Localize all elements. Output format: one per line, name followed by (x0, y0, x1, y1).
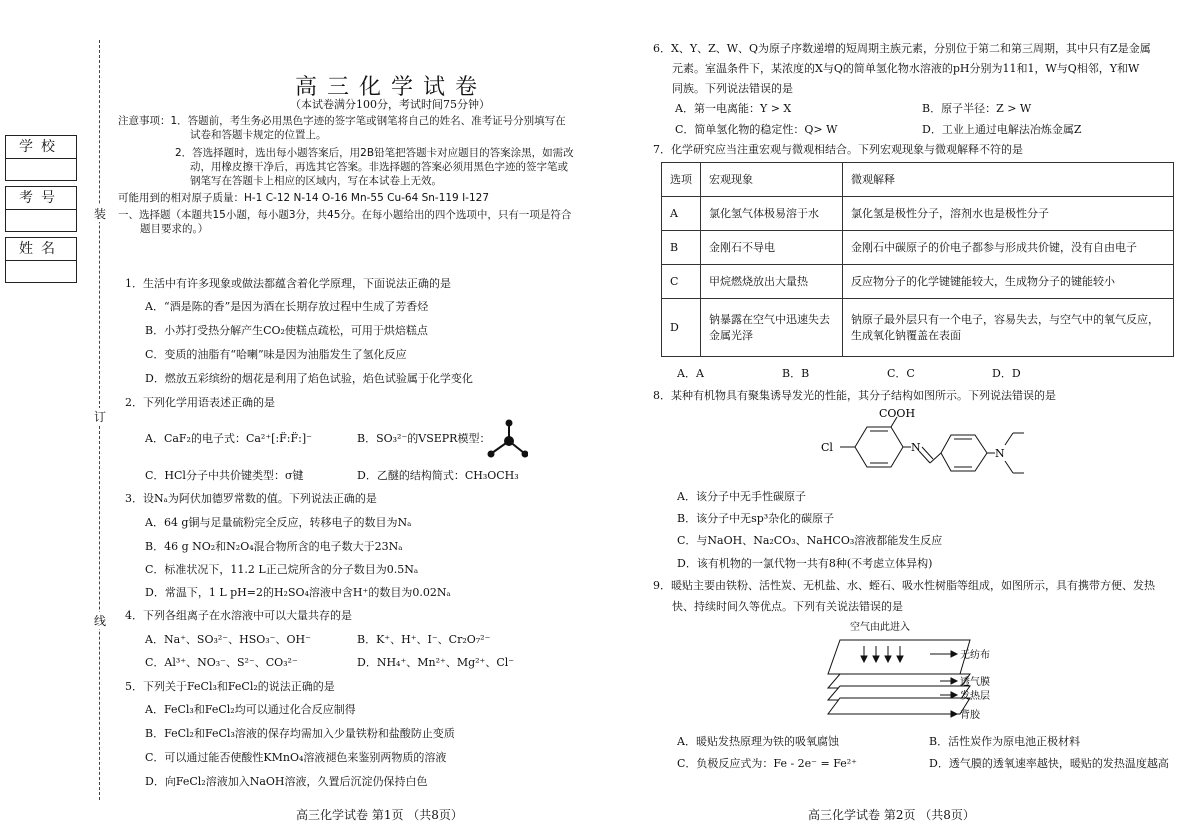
q6-option-c: C．简单氢化物的稳定性：Q> W (675, 123, 838, 136)
table-cell (843, 299, 1174, 357)
fig-label-air-inlet: 空气由此进入 (850, 622, 910, 633)
section-heading-cont: 题目要求的。） (140, 223, 209, 235)
question-6-line-3: 同族。下列说法错误的是 (672, 82, 793, 95)
q8-option-a: A．该分子中无手性碳原子 (677, 490, 806, 503)
school-label: 学校 (6, 136, 76, 159)
binding-mark-xian: 线 (94, 614, 107, 628)
hand-warmer-figure (820, 618, 1040, 726)
q2-option-c: C．HCl分子中共价键类型：σ键 (145, 469, 304, 482)
q7-table (661, 162, 1174, 357)
question-2: 2．下列化学用语表述正确的是 (125, 396, 275, 409)
notice-2b: 动，用橡皮擦干净后，再选其它答案。非选择题的答案必须用黑色字迹的签字笔或 (190, 161, 568, 173)
q7-option-c: C．C (887, 367, 915, 380)
q2-option-b: B．SO₃²⁻的VSEPR模型： (357, 432, 491, 445)
atomic-mass-line: 可能用到的相对原子质量：H-1 C-12 N-14 O-16 Mn-55 Cu-64 Sn-119 I-127 (118, 192, 489, 204)
notice-2a: 2．答选择题时，选出每小题答案后，用2B铅笔把答题卡对应题目的答案涂黑，如需改 (175, 147, 574, 159)
q4-option-b: B．K⁺、H⁺、I⁻、Cr₂O₇²⁻ (357, 633, 491, 646)
q6-option-b: B．原子半径：Z > W (922, 102, 1032, 115)
fig-label-heating-layer: 发热层 (960, 691, 990, 702)
question-9: 9．暖贴主要由铁粉、活性炭、无机盐、水、蛭石、吸水性树脂等组成，如图所示，具有携带方便、发热 (653, 579, 1155, 592)
q1-option-b: B．小苏打受热分解产生CO₂使糕点疏松，可用于烘焙糕点 (145, 324, 428, 337)
question-3: 3．设Nₐ为阿伏加德罗常数的值。下列说法正确的是 (125, 492, 377, 505)
q2-option-a: A．CaF₂的电子式：Ca²⁺[:F̈:F̈:]⁻ (145, 432, 312, 445)
binding-mark-zhuang: 装 (94, 207, 107, 221)
q5-option-d: D．向FeCl₂溶液加入NaOH溶液，久置后沉淀仍保持白色 (145, 775, 428, 788)
question-8: 8．某种有机物具有聚集诱导发光的性能，其分子结构如图所示。下列说法错误的是 (653, 389, 1056, 402)
q9-option-c: C．负极反应式为：Fe - 2e⁻ = Fe²⁺ (677, 757, 857, 770)
fig-label-adhesive: 背胶 (960, 710, 980, 721)
q8-option-b: B．该分子中无sp³杂化的碳原子 (677, 512, 835, 525)
mol-label-cl: Cl (821, 441, 833, 454)
table-row (662, 197, 1174, 231)
exam-title: 高三化学试卷 (295, 75, 488, 100)
school-box[interactable] (5, 135, 77, 181)
question-9-line-2: 快、持续时间久等优点。下列有关说法错误的是 (672, 600, 903, 613)
q1-option-c: C．变质的油脂有“哈喇”味是因为油脂发生了氢化反应 (145, 348, 407, 361)
table-header-cell: 微观解释 (843, 163, 1174, 197)
q3-option-b: B．46 g NO₂和N₂O₄混合物所含的电子数大于23Nₐ (145, 540, 403, 553)
q1-option-d: D．燃放五彩缤纷的烟花是利用了焰色试验，焰色试验属于化学变化 (145, 372, 473, 385)
q5-option-b: B．FeCl₂和FeCl₃溶液的保存均需加入少量铁粉和盐酸防止变质 (145, 727, 455, 740)
question-1: 1．生活中有许多现象或做法都蕴含着化学原理，下面说法正确的是 (125, 277, 451, 290)
page-2-footer: 高三化学试卷 第2页 （共8页） (808, 808, 975, 822)
mol-label-n-imine: N (911, 441, 921, 454)
molecule-structure-figure (815, 405, 1025, 485)
q7-option-d: D．D (992, 367, 1021, 380)
q6-option-a: A．第一电离能：Y > X (675, 102, 792, 115)
page-1-footer: 高三化学试卷 第1页 （共8页） (296, 808, 463, 822)
table-header-row (662, 163, 1174, 197)
question-4: 4．下列各组离子在水溶液中可以大量共存的是 (125, 609, 352, 622)
q4-option-a: A．Na⁺、SO₃²⁻、HSO₃⁻、OH⁻ (145, 633, 311, 646)
q5-option-a: A．FeCl₃和FeCl₂均可以通过化合反应制得 (145, 703, 356, 716)
question-7: 7．化学研究应当注重宏观与微观相结合。下列宏观现象与微观解释不符的是 (653, 143, 1023, 156)
table-cell: 氯化氢气体极易溶于水 (701, 197, 843, 231)
q4-option-d: D．NH₄⁺、Mn²⁺、Mg²⁺、Cl⁻ (357, 656, 515, 669)
table-cell: 反应物分子的化学键键能较大，生成物分子的键能较小 (843, 265, 1174, 299)
question-6: 6．X、Y、Z、W、Q为原子序数递增的短周期主族元素，分别位于第二和第三周期，其中只有Z是金属 (653, 42, 1151, 55)
table-row (662, 265, 1174, 299)
exam-number-label: 考号 (6, 187, 76, 210)
binding-mark-ding: 订 (94, 410, 107, 424)
q3-option-c: C．标准状况下，11.2 L正己烷所含的分子数目为0.5Nₐ (145, 563, 419, 576)
exam-subtitle: （本试卷满分100分，考试时间75分钟） (290, 98, 490, 111)
table-cell: A (662, 197, 701, 231)
question-6-line-2: 元素。室温条件下，某浓度的X与Q的简单氢化物水溶液的pH分别为11和1，W与Q相邻，Y和W (672, 62, 1140, 75)
table-cell-line: 钠暴露在空气中迅速失去 (709, 312, 830, 326)
table-cell: C (662, 265, 701, 299)
table-cell: 氯化氢是极性分子，溶剂水也是极性分子 (843, 197, 1174, 231)
name-label: 姓名 (6, 238, 76, 261)
mol-label-cooh: COOH (879, 407, 916, 420)
table-cell: 甲烷燃烧放出大量热 (701, 265, 843, 299)
q3-option-a: A．64 g铜与足量硫粉完全反应，转移电子的数目为Nₐ (145, 516, 412, 529)
table-header-cell: 选项 (662, 163, 701, 197)
section-heading: 一、选择题（本题共15小题，每小题3分，共45分。在每小题给出的四个选项中，只有一项是符合 (118, 209, 572, 221)
q1-option-a: A．“酒是陈的香”是因为酒在长期存放过程中生成了芳香烃 (145, 300, 429, 313)
table-cell: D (662, 299, 701, 357)
q7-option-b: B．B (782, 367, 810, 380)
q2-option-d: D．乙醚的结构简式：CH₃OCH₃ (357, 469, 519, 482)
q3-option-d: D．常温下，1 L pH=2的H₂SO₄溶液中含H⁺的数目为0.02Nₐ (145, 586, 451, 599)
q6-option-d: D．工业上通过电解法冶炼金属Z (922, 123, 1082, 136)
table-row (662, 299, 1174, 357)
q8-option-c: C．与NaOH、Na₂CO₃、NaHCO₃溶液都能发生反应 (677, 534, 943, 547)
q9-option-d: D．透气膜的透氧速率越快，暖贴的发热温度越高 (929, 757, 1169, 770)
table-cell-line: 钠原子最外层只有一个电子，容易失去，与空气中的氧气反应， (851, 312, 1159, 326)
question-5: 5．下列关于FeCl₃和FeCl₂的说法正确的是 (125, 680, 335, 693)
table-cell: 金刚石中碳原子的价电子都参与形成共价键，没有自由电子 (843, 231, 1174, 265)
notice-1a: 注意事项：1．答题前，考生务必用黑色字迹的签字笔或钢笔将自己的姓名、准考证号分别填写在 (118, 115, 566, 127)
table-cell: B (662, 231, 701, 265)
mol-label-n-amine: N (995, 447, 1005, 460)
table-header-cell: 宏观现象 (701, 163, 843, 197)
notice-1b: 试卷和答题卡规定的位置上。 (190, 129, 327, 141)
fig-label-nonwoven: 无纺布 (960, 650, 990, 661)
table-row (662, 231, 1174, 265)
fig-label-membrane: 透气膜 (960, 677, 990, 688)
notice-2c: 钢笔写在答题卡上相应的区域内，写在本试卷上无效。 (190, 175, 442, 187)
name-box[interactable] (5, 237, 77, 283)
exam-number-box[interactable] (5, 186, 77, 232)
q9-option-b: B．活性炭作为原电池正极材料 (929, 735, 1081, 748)
table-cell-line: 金属光泽 (709, 328, 753, 342)
q4-option-c: C．Al³⁺、NO₃⁻、S²⁻、CO₃²⁻ (145, 656, 298, 669)
q8-option-d: D．该有机物的一氯代物一共有8种(不考虑立体异构) (677, 557, 933, 570)
table-cell: 金刚石不导电 (701, 231, 843, 265)
vsepr-model-figure (482, 418, 528, 462)
q7-option-a: A．A (677, 367, 704, 380)
q9-option-a: A．暖贴发热原理为铁的吸氧腐蚀 (677, 735, 839, 748)
table-cell (701, 299, 843, 357)
table-cell-line: 生成氧化钠覆盖在表面 (851, 328, 961, 342)
q5-option-c: C．可以通过能否使酸性KMnO₄溶液褪色来鉴别两物质的溶液 (145, 751, 447, 764)
